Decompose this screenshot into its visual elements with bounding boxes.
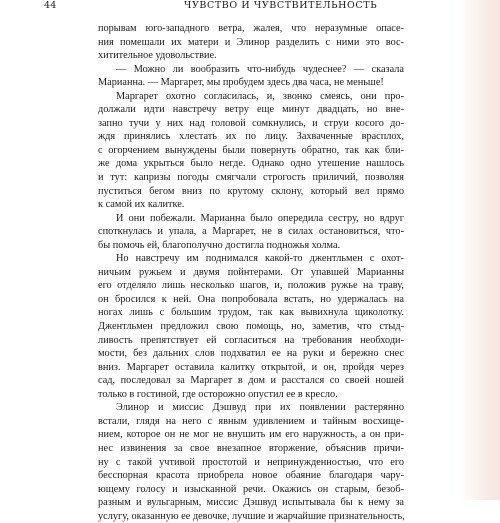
page-edge-shadow (460, 0, 500, 500)
text-line: Маргарет охотно согласилась, и, звонко смеясь, они про- (116, 90, 404, 102)
text-line: услугу, оказанную ее девочке, лучшие и жарчайшие признательность, (98, 510, 405, 522)
page-number: 44 (44, 0, 57, 11)
body-text (98, 22, 404, 523)
text-line: разным и вульгарным, миссис Дэшвуд испытывала бы к нему за (98, 497, 404, 509)
text-line: ничьим ружьем и двумя пойнтерами. От упавшей Марианны (98, 266, 404, 278)
text-line: нием, которое он не мог не внушить им его наружность, а он при- (98, 429, 404, 441)
text-line: запно тучи у них над головой сомкнулись, и струи косого до- (98, 117, 404, 129)
text-line: и тут: капризы погоды смягчали строгость приличий, позволяя (98, 172, 404, 184)
paragraph (98, 63, 404, 90)
text-line: встали, глядя на него с явным удивлением и тайным восхище- (98, 415, 404, 427)
running-title: ЧУВСТВО И ЧУВСТВИТЕЛЬНОСТЬ (184, 0, 378, 11)
text-line: ждя принялись хлестать их по лицу. Захваченные врасплох, (98, 131, 404, 143)
page-header (44, 0, 464, 12)
text-line: хитительное удовольствие. (98, 50, 217, 62)
text-line: сад, последовал за Маргарет в дом и расстался со своей ношей (98, 375, 404, 387)
text-line: он бросился к ней. Она попробовала встать, но удержалась на (98, 293, 404, 305)
text-line: его отделяло лишь несколько шагов, и, положив ружье на траву, (98, 280, 404, 292)
text-line: ливость препятствует ей согласиться на требования необходи- (98, 334, 404, 346)
paragraph (98, 401, 404, 523)
text-line: бесспорная красота приобрела новое обаяние благодаря чару- (98, 470, 404, 482)
text-line: нес извинения за свое внезапное вторжение, объяснив причи- (98, 442, 404, 454)
text-line: Джентльмен предложил свою помощь, но, заметив, что стыд- (98, 321, 404, 333)
text-line: бы помочь ей, благополучно достигла подножья холма. (98, 239, 341, 251)
text-line: только в гостиной, где осторожно опустил ее в кресло. (98, 388, 338, 400)
text-line: ну с такой учтивой простотой и непринужденностью, что его (98, 456, 404, 468)
text-line: И они побежали. Марианна было опередила сестру, но вдруг (116, 212, 404, 224)
text-line: Но навстречу им поднимался какой-то джентльмен с охот- (116, 253, 404, 265)
text-line: споткнулась и упала, а Маргарет, не в силах остановиться, что- (98, 226, 404, 238)
text-line: порывам юго-западного ветра, жалея, что неразумные опасе- (98, 23, 404, 34)
text-line: пуститься бегом вниз по крутому склону, который вел прямо (98, 185, 404, 197)
paragraph (98, 90, 404, 212)
text-line: Элинор и миссис Дэшвуд при их появлении растерянно (116, 402, 404, 414)
paragraph (98, 212, 404, 253)
text-line: — Можно ли вообразить что-нибудь чудеснее? — сказала (116, 63, 404, 75)
text-line: вниз. Маргарет оставила калитку открытой, и он, пройдя через (98, 361, 404, 373)
text-line: ния помешали их матери и Элинор разделить с ними это вос- (98, 36, 404, 48)
paragraph (98, 252, 404, 401)
text-line: с огорчением вынуждены были повернуть обратно, так как бли- (98, 144, 404, 156)
text-line: ющему голосу и изысканной речи. Окажись он старым, безоб- (98, 483, 404, 495)
text-line: же дома укрыться было негде. Однако одно утешение нашлось (98, 158, 404, 170)
paragraph (98, 22, 404, 63)
text-line: к самой их калитке. (98, 199, 185, 211)
text-line: должали идти навстречу ветру еще минут двадцать, но вне- (98, 104, 404, 116)
text-line: Марианна. — Маргарет, мы пробудем здесь два часа, не меньше! (98, 77, 384, 89)
text-line: мости, без дальних слов подхватил ее на руки и бережно снес (98, 348, 404, 360)
text-line: ногах лишь с большим трудом, так как вывихнула щиколотку. (98, 307, 404, 319)
